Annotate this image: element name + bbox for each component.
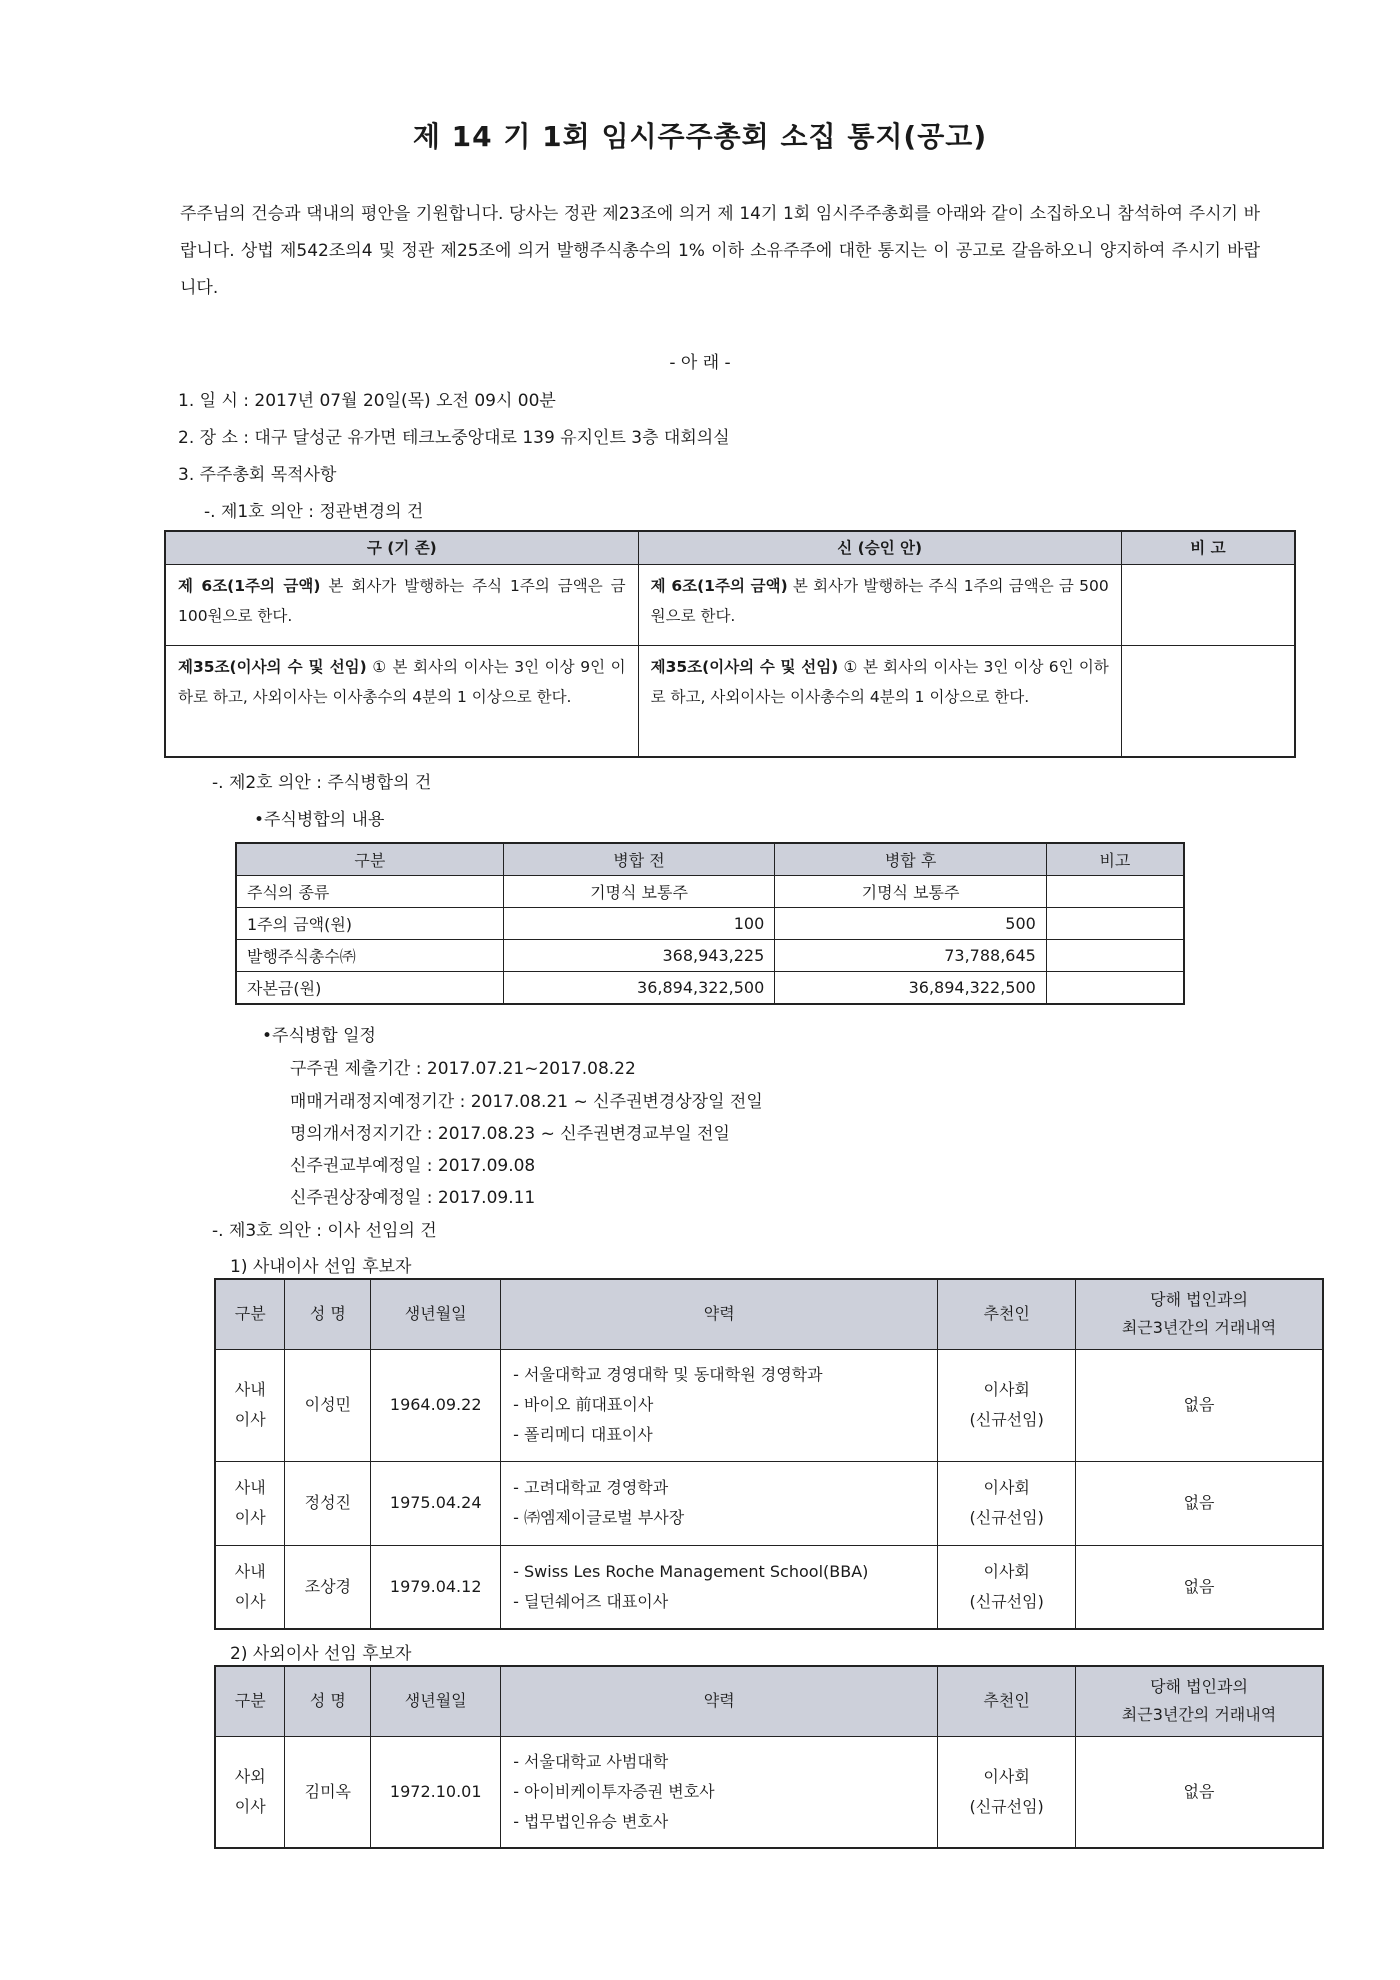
header-before: 병합 전 (503, 843, 775, 876)
table-row (236, 940, 1184, 972)
table-row (165, 646, 1295, 757)
schedule-item: 명의개서정지기간 : 2017.08.23 ~ 신주권변경교부일 전일 (290, 1124, 730, 1144)
share-consolidation-table (235, 842, 1185, 1005)
header-transactions-line2: 최근3년간의 거래내역 (1121, 1705, 1277, 1725)
value-before: 기명식 보통주 (503, 876, 775, 908)
row-label: 발행주식총수㈜ (236, 940, 503, 972)
header-recommender: 추천인 (938, 1666, 1076, 1736)
candidate-recommender: 이사회 (신규선임) (938, 1736, 1076, 1848)
header-name: 성 명 (285, 1279, 371, 1349)
article-title: 제35조(이사의 수 및 선임) (178, 658, 367, 676)
article-title: 제 6조(1주의 금액) (650, 577, 788, 595)
header-recommender: 추천인 (938, 1279, 1076, 1349)
candidate-career: - 서울대학교 사범대학 - 아이비케이투자증권 변호사 - 법무법인유승 변호사 (501, 1736, 938, 1848)
old-article-35 (165, 646, 638, 757)
article-text: 본 회사가 발행하는 주식 1주의 금액은 금 100원으로 한다. (178, 577, 626, 625)
table-row (215, 1461, 1323, 1545)
header-career: 약력 (501, 1666, 938, 1736)
candidate-career: - 서울대학교 경영대학 및 동대학원 경영학과 - 바이오 前대표이사 - 폴리메디 대표이사 (501, 1349, 938, 1461)
table-row (215, 1736, 1323, 1848)
header-transactions-line1: 당해 법인과의 (1150, 1290, 1248, 1310)
header-birth: 생년월일 (371, 1666, 501, 1736)
candidate-name: 조상경 (285, 1545, 371, 1629)
intro-paragraph: 주주님의 건승과 댁내의 평안을 기원합니다. 당사는 정관 제23조에 의거 제 14기 1회 임시주주총회를 아래와 같이 소집하오니 참석하여 주시기 바랍니다. 상법 제542조의4 및 정관 제25조에 의거 발행주식총수의 1% 이하 소유주주에 대한 통지는 이 공고로 갈음하오니 양지하여 주시기 바랍니다. (180, 204, 1260, 298)
header-name: 성 명 (285, 1666, 371, 1736)
meeting-datetime: 1. 일 시 : 2017년 07월 20일(목) 오전 09시 00분 (178, 391, 556, 411)
header-remarks: 비고 (1046, 843, 1184, 876)
value-after: 기명식 보통주 (775, 876, 1047, 908)
value-after: 73,788,645 (775, 940, 1047, 972)
candidate-type: 사외 이사 (215, 1736, 285, 1848)
value-before: 100 (503, 908, 775, 940)
value-before: 36,894,322,500 (503, 972, 775, 1005)
candidate-type: 사내 이사 (215, 1545, 285, 1629)
candidate-transactions: 없음 (1076, 1461, 1323, 1545)
schedule-item: 신주권교부예정일 : 2017.09.08 (290, 1156, 536, 1176)
candidate-career: - 고려대학교 경영학과 - ㈜엠제이글로벌 부사장 (501, 1461, 938, 1545)
candidate-birth: 1979.04.12 (371, 1545, 501, 1629)
agenda-heading: 3. 주주총회 목적사항 (178, 465, 337, 485)
candidate-recommender: 이사회 (신규선임) (938, 1545, 1076, 1629)
header-career: 약력 (501, 1279, 938, 1349)
row-label: 자본금(원) (236, 972, 503, 1005)
candidate-birth: 1972.10.01 (371, 1736, 501, 1848)
header-type: 구분 (215, 1279, 285, 1349)
article-text: 본 회사가 발행하는 주식 1주의 금액은 금 500원으로 한다. (650, 577, 1109, 625)
remarks-cell (1046, 908, 1184, 940)
remarks-cell (1046, 972, 1184, 1005)
remarks-cell (1046, 940, 1184, 972)
meeting-location: 2. 장 소 : 대구 달성군 유가면 테크노중앙대로 139 유지인트 3층 대회의실 (178, 428, 730, 448)
old-column-header: 구 (기 존) (165, 531, 638, 565)
candidate-type: 사내 이사 (215, 1461, 285, 1545)
article-title: 제 6조(1주의 금액) (178, 577, 321, 595)
inside-director-title: 1) 사내이사 선임 후보자 (230, 1257, 412, 1277)
table-row (236, 972, 1184, 1005)
row-label: 주식의 종류 (236, 876, 503, 908)
remarks-cell (1121, 565, 1295, 646)
article-title: 제35조(이사의 수 및 선임) (650, 658, 839, 676)
outside-director-title: 2) 사외이사 선임 후보자 (230, 1644, 412, 1664)
value-before: 368,943,225 (503, 940, 775, 972)
remarks-column-header: 비 고 (1121, 531, 1295, 565)
candidate-recommender: 이사회 (신규선임) (938, 1349, 1076, 1461)
table-row (236, 908, 1184, 940)
table-row (165, 565, 1295, 646)
table-row (215, 1349, 1323, 1461)
candidate-birth: 1964.09.22 (371, 1349, 501, 1461)
remarks-cell (1121, 646, 1295, 757)
new-article-35 (638, 646, 1121, 757)
candidate-transactions: 없음 (1076, 1349, 1323, 1461)
outside-director-table (214, 1665, 1324, 1849)
agenda-1-title: -. 제1호 의안 : 정관변경의 건 (204, 502, 424, 522)
below-heading: - 아 래 - (669, 353, 731, 373)
value-after: 500 (775, 908, 1047, 940)
header-category: 구분 (236, 843, 503, 876)
candidate-name: 김미옥 (285, 1736, 371, 1848)
article-text: ① 본 회사의 이사는 3인 이상 9인 이하로 하고, 사외이사는 이사총수의 4분의 1 이상으로 한다. (178, 658, 626, 706)
header-after: 병합 후 (775, 843, 1047, 876)
candidate-career: - Swiss Les Roche Management School(BBA) - 딜던쉐어즈 대표이사 (501, 1545, 938, 1629)
candidate-recommender: 이사회 (신규선임) (938, 1461, 1076, 1545)
value-after: 36,894,322,500 (775, 972, 1047, 1005)
agenda-2-title: -. 제2호 의안 : 주식병합의 건 (212, 773, 432, 793)
header-birth: 생년월일 (371, 1279, 501, 1349)
inside-director-table (214, 1278, 1324, 1630)
new-article-6 (638, 565, 1121, 646)
header-type: 구분 (215, 1666, 285, 1736)
header-transactions-line2: 최근3년간의 거래내역 (1121, 1318, 1277, 1338)
table-row (215, 1545, 1323, 1629)
candidate-name: 이성민 (285, 1349, 371, 1461)
schedule-item: 매매거래정지예정기간 : 2017.08.21 ~ 신주권변경상장일 전일 (290, 1092, 763, 1112)
old-article-6 (165, 565, 638, 646)
candidate-name: 정성진 (285, 1461, 371, 1545)
document-title: 제 14 기 1회 임시주주총회 소집 통지(공고) (412, 120, 988, 153)
header-transactions (1076, 1279, 1323, 1349)
articles-amendment-table (164, 530, 1296, 758)
header-transactions-line1: 당해 법인과의 (1150, 1677, 1248, 1697)
new-column-header: 신 (승인 안) (638, 531, 1121, 565)
candidate-type: 사내 이사 (215, 1349, 285, 1461)
candidate-transactions: 없음 (1076, 1545, 1323, 1629)
table-row (236, 876, 1184, 908)
remarks-cell (1046, 876, 1184, 908)
merge-schedule-title: •주식병합 일정 (262, 1026, 376, 1046)
schedule-item: 구주권 제출기간 : 2017.07.21~2017.08.22 (290, 1059, 636, 1079)
row-label: 1주의 금액(원) (236, 908, 503, 940)
candidate-birth: 1975.04.24 (371, 1461, 501, 1545)
article-text: ① 본 회사의 이사는 3인 이상 6인 이하로 하고, 사외이사는 이사총수의 4분의 1 이상으로 한다. (650, 658, 1109, 706)
schedule-item: 신주권상장예정일 : 2017.09.11 (290, 1188, 536, 1208)
agenda-3-title: -. 제3호 의안 : 이사 선임의 건 (212, 1221, 437, 1241)
candidate-transactions: 없음 (1075, 1736, 1323, 1848)
header-transactions (1075, 1666, 1323, 1736)
merge-content-title: •주식병합의 내용 (254, 810, 385, 830)
